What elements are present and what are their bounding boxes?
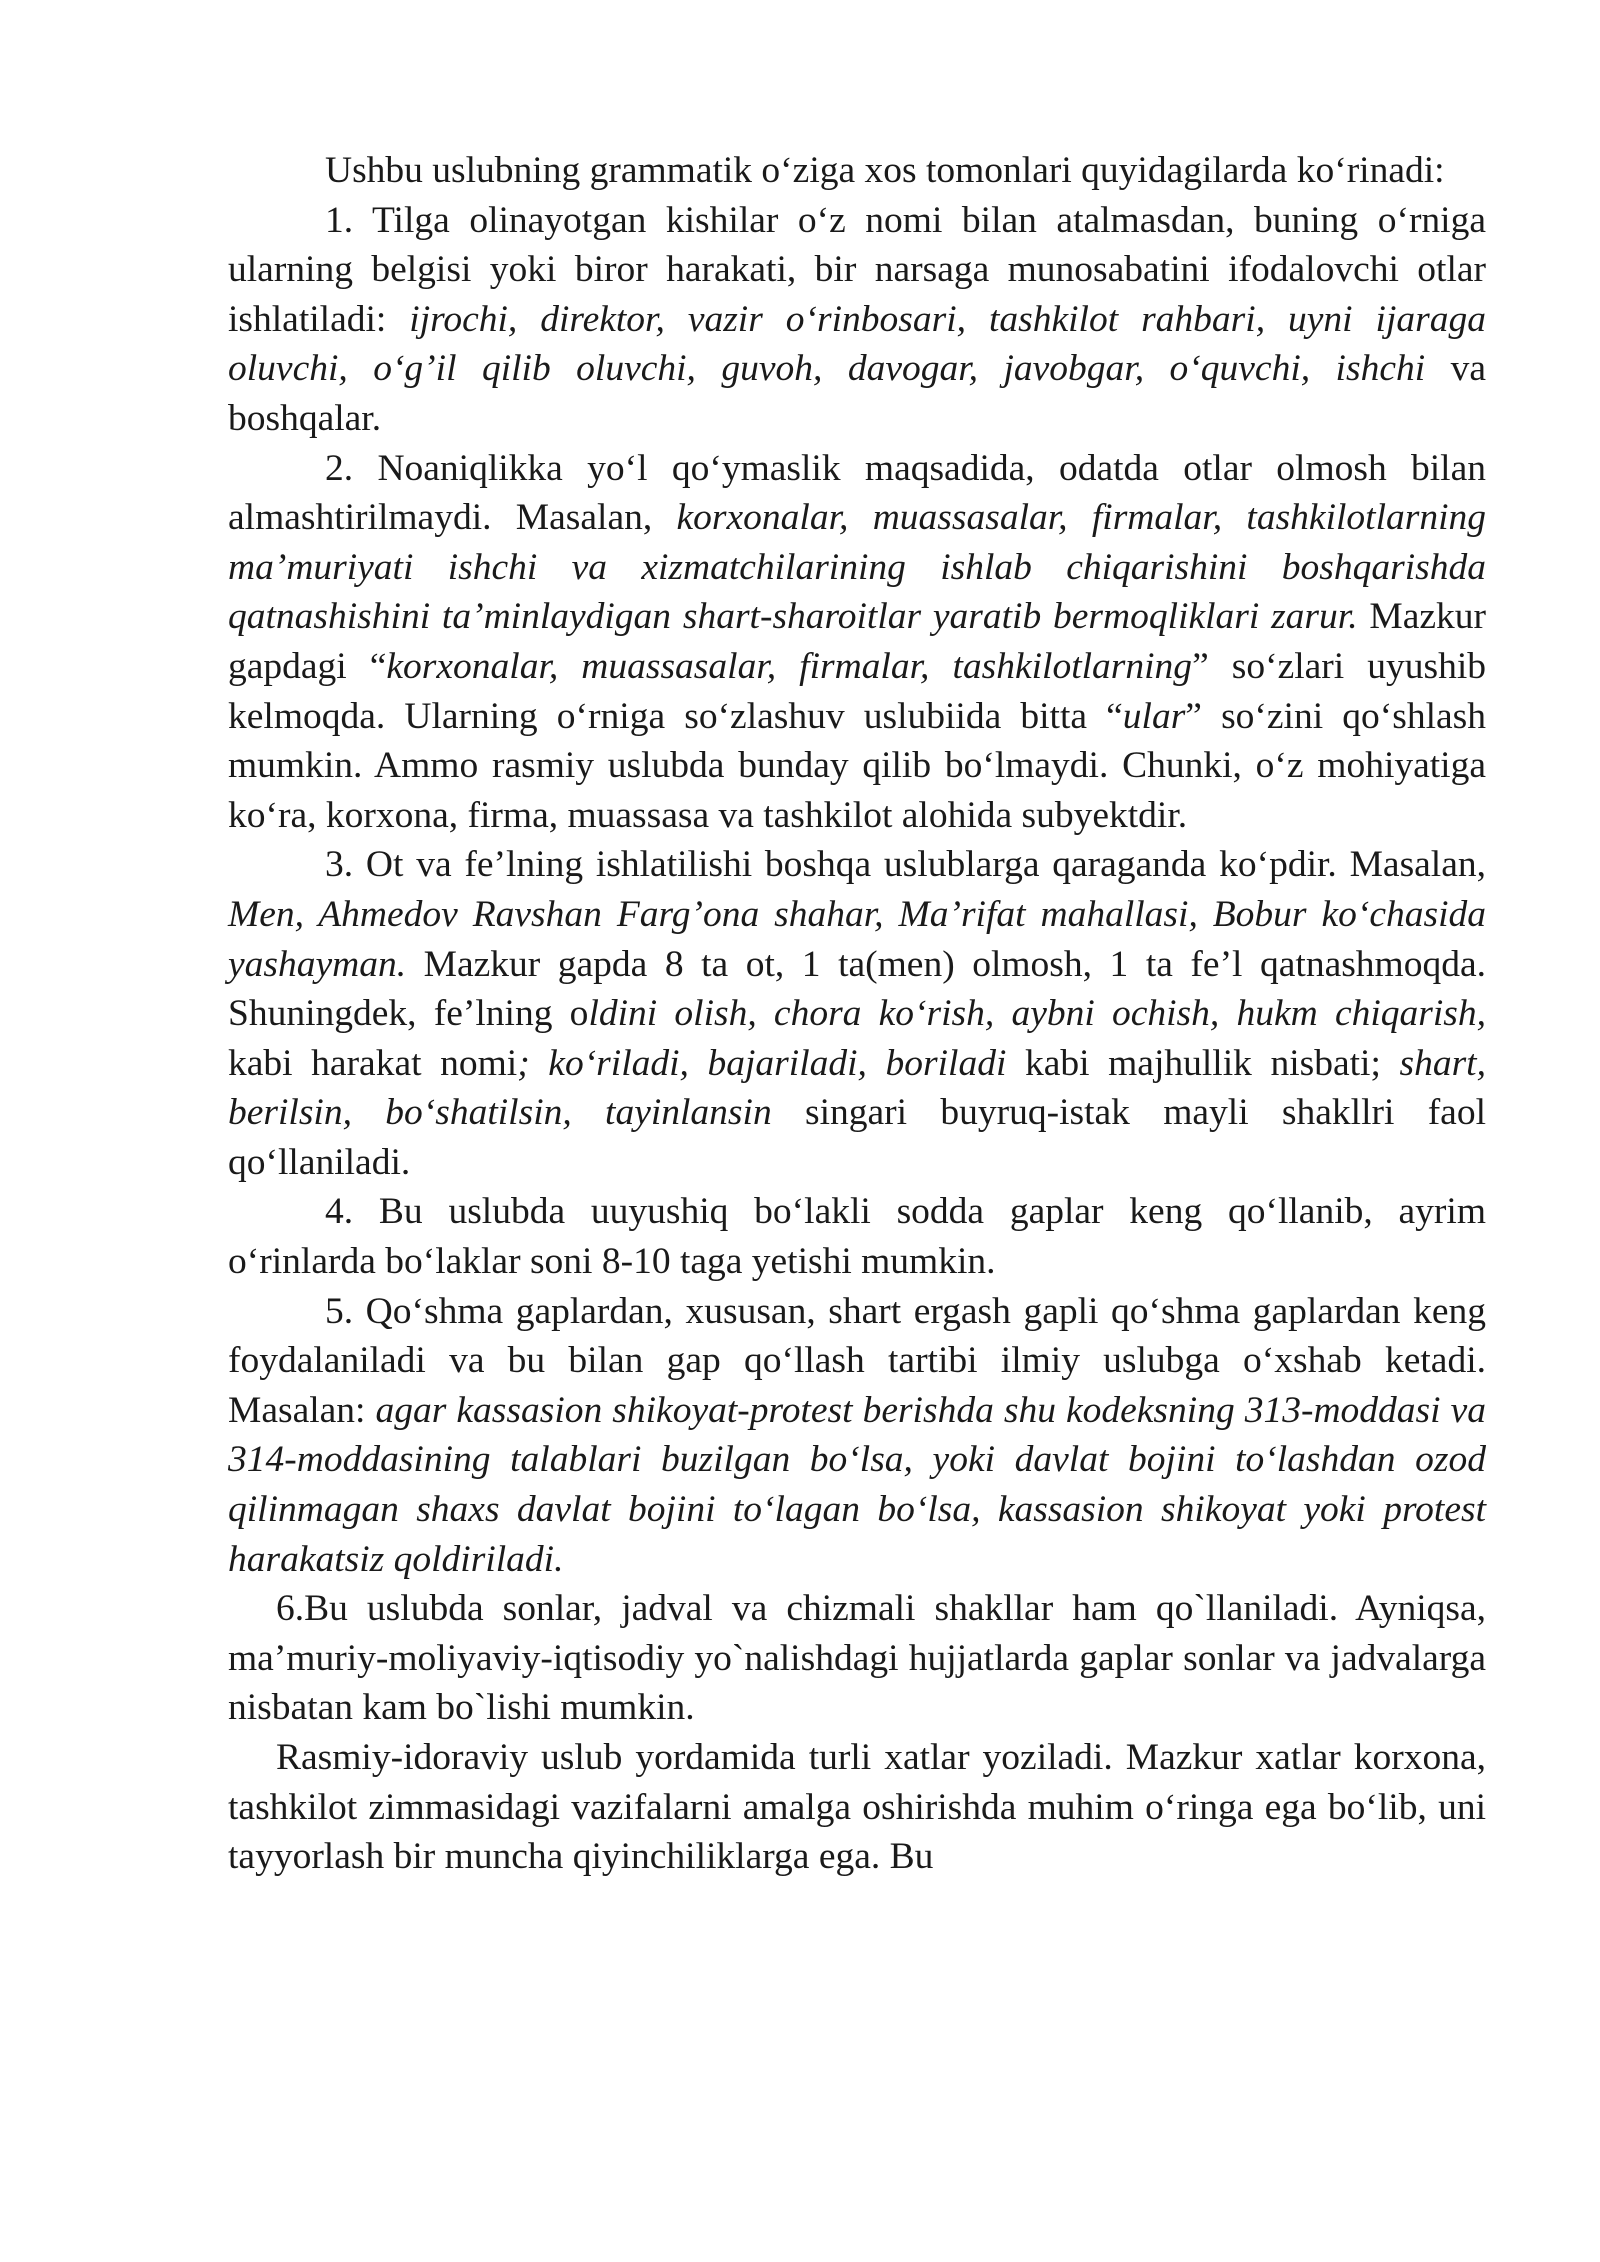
paragraph-intro [228,146,1486,196]
closing-text: Rasmiy-idoraviy uslub yordamida turli xatlar yoziladi. Mazkur xatlar korxona, tashkilot zimmasidagi vazifalarni amalga oshirishda muhim o‘ringa ega bo‘lib, uni tayyorlash bir muncha qiyinchiliklarga ega. Bu [228,1737,1486,1878]
item-2-italic-ular: ular [1122,695,1186,737]
paragraph-item-6 [228,1584,1486,1733]
item-5-text: 5. Qo‘shma gaplardan, xususan, shart ergash gapli qo‘shma gaplardan keng foydalaniladi va bu bilan gap qo‘llash tartibi ilmiy uslubga o‘xshab ketadi. Masalan: [228,1290,1486,1431]
paragraph-item-1 [228,196,1486,444]
intro-text: Ushbu uslubning grammatik o‘ziga xos tomonlari quyidagilarda ko‘rinadi: [325,150,1445,191]
item-2-text-4: ” so‘zini qo‘shlash mumkin. Ammo rasmiy uslubda bunday qilib bo‘lmaydi. Chunki, o‘z mohiyatiga ko‘ra, korxona, firma, muassasa va tashkilot alohida subyektdir. [228,695,1486,836]
item-3-italic-imperative: shart, berilsin, bo‘shatilsin, tayinlansin [228,1042,1486,1134]
paragraph-item-5 [228,1287,1486,1585]
item-2-text: 2. Noaniqlikka yo‘l qo‘ymaslik maqsadida, odatda otlar olmosh bilan almashtirilmaydi. Masalan, [228,447,1486,539]
item-3-italic-passive: ; ko‘riladi, bajariladi, boriladi [517,1042,1007,1084]
item-5-italic-example: agar kassasion shikoyat-protest berishda shu kodeksning 313-moddasi va 314-moddasining talablari buzilgan bo‘lsa, yoki davlat bojini to‘lashdan ozod qilinmagan shaxs davlat bojini to‘lagan bo‘lsa, kassasion shikoyat yoki protest harakatsiz qoldiriladi. [228,1389,1487,1580]
item-1-text: 1. Tilga olinayotgan kishilar o‘z nomi bilan atalmasdan, buning o‘rniga ularning belgisi yoki biror harakati, bir narsaga munosabatini ifodalovchi otlar ishlatiladi: [228,199,1486,340]
item-3-text-4: kabi majhullik nisbati; [1006,1042,1400,1084]
item-4-text: 4. Bu uslubda uuyushiq bo‘lakli sodda gaplar keng qo‘llanib, ayrim o‘rinlarda bo‘laklar soni 8-10 taga yetishi mumkin. [228,1191,1486,1283]
item-1-text-end: va boshqalar. [228,348,1486,439]
document-page [228,146,1486,1882]
item-3-italic-example: Men, Ahmedov Ravshan Farg’ona shahar, Ma’rifat mahallasi, Bobur ko‘chasida yashayman. [228,893,1486,985]
item-3-italic-nouns: ldini olish, chora ko‘rish, aybni ochish, hukm chiqarish, [588,993,1486,1035]
paragraph-item-3 [228,840,1486,1187]
item-2-text-3: ” so‘zlari uyushib kelmoqda. Ularning o‘rniga so‘zlashuv uslubiida bitta “ [228,645,1486,737]
item-2-italic-quote: korxonalar, muassasalar, firmalar, tashkilotlarning [386,645,1193,687]
item-3-text-3: kabi harakat nomi [228,1042,518,1084]
item-6-text: 6.Bu uslubda sonlar, jadval va chizmali shakllar ham qo`llaniladi. Ayniqsa, ma’muriy-moliyaviy-iqtisodiy yo`nalishdagi hujjatlarda gaplar sonlar va jadvalarga nisbatan kam bo`lishi mumkin. [228,1588,1486,1729]
item-2-italic-example: korxonalar, muassasalar, firmalar, tashkilotlarning ma’muriyati ishchi va xizmatchilarining ishlab chiqarishini boshqarishda qatnashishini ta’minlaydigan shart-sharoitlar yaratib bermoqliklari zarur. [228,497,1487,638]
item-3-text-5: singari buyruq-istak mayli shakllri faol qo‘llaniladi. [228,1092,1486,1183]
paragraph-closing [228,1733,1486,1882]
item-1-italic-examples: ijrochi, direktor, vazir o‘rinbosari, tashkilot rahbari, uyni ijaraga oluvchi, o‘g’il qilib oluvchi, guvoh, davogar, javobgar, o‘quvchi, ishchi [228,298,1486,390]
item-3-text: 3. Ot va fe’lning ishlatilishi boshqa uslublarga qaraganda ko‘pdir. Masalan, [325,844,1486,886]
paragraph-item-2 [228,444,1486,841]
item-2-text-2: Mazkur gapdagi “ [228,596,1487,687]
paragraph-item-4 [228,1187,1486,1286]
item-3-text-2: Mazkur gapda 8 ta ot, 1 ta(men) olmosh, 1 ta fe’l qatnashmoqda. Shuningdek, fe’lning o [228,943,1486,1035]
